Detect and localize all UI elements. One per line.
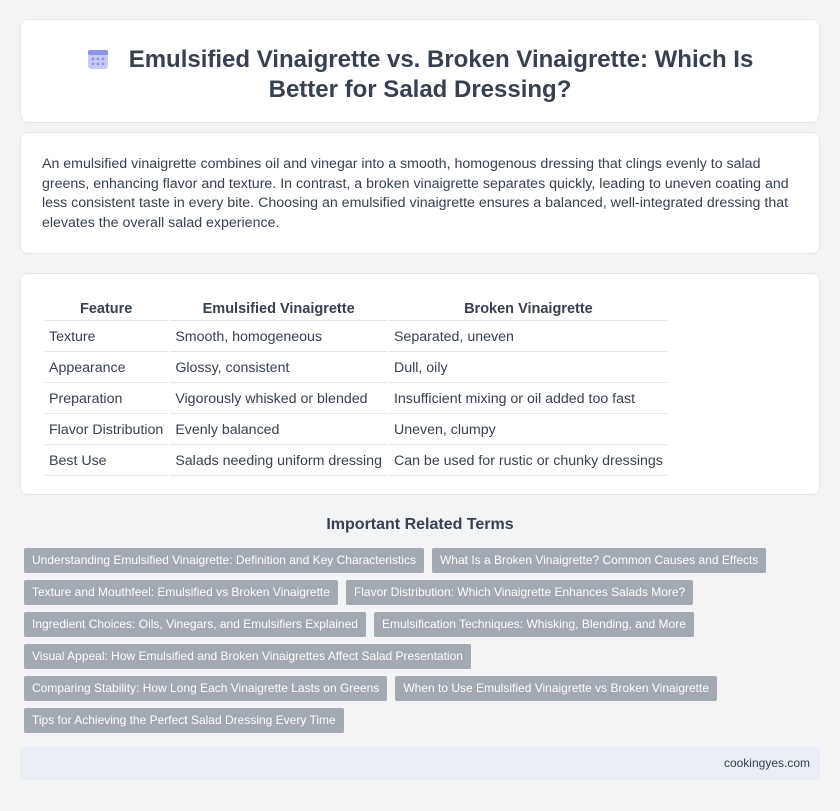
related-terms-title: Important Related Terms (326, 516, 514, 533)
related-term-link[interactable]: Comparing Stability: How Long Each Vinaigrette Lasts on Greens (24, 676, 387, 701)
related-term-link[interactable]: When to Use Emulsified Vinaigrette vs Broken Vinaigrette (395, 676, 717, 701)
cell-broken: Uneven, clumpy (389, 416, 668, 445)
cell-feature: Preparation (44, 385, 168, 414)
cell-emulsified: Glossy, consistent (170, 354, 387, 383)
cell-broken: Separated, uneven (389, 323, 668, 352)
cell-broken: Insufficient mixing or oil added too fast (389, 385, 668, 414)
cell-feature: Texture (44, 323, 168, 352)
related-term-link[interactable]: Understanding Emulsified Vinaigrette: Definition and Key Characteristics (24, 548, 424, 573)
intro-paragraph: An emulsified vinaigrette combines oil and vinegar into a smooth, homogenous dressing that clings evenly to salad greens, enhancing flavor and texture. In contrast, a broken vinaigrette separates quickly, leading to uneven coating and less consistent taste in every bite. Choosing an emulsified vinaigrette ensures a balanced, well-integrated dressing that elevates the overall salad experience. (42, 156, 789, 231)
tag-row (24, 612, 804, 644)
cell-feature: Appearance (44, 354, 168, 383)
table-header-row (44, 298, 668, 321)
cell-broken: Dull, oily (389, 354, 668, 383)
cell-feature: Best Use (44, 447, 168, 476)
header-broken: Broken Vinaigrette (389, 298, 668, 321)
cell-emulsified: Smooth, homogeneous (170, 323, 387, 352)
header-card (20, 19, 820, 123)
tag-row (24, 708, 804, 740)
footer-site-link[interactable]: cookingyes.com (723, 756, 810, 770)
related-term-link[interactable]: Tips for Achieving the Perfect Salad Dressing Every Time (24, 708, 344, 733)
header-feature: Feature (44, 298, 168, 321)
related-term-link[interactable]: Emulsification Techniques: Whisking, Blending, and More (374, 612, 694, 637)
table-row (44, 416, 668, 445)
cell-broken: Can be used for rustic or chunky dressings (389, 447, 668, 476)
related-terms-list (24, 548, 804, 740)
cell-emulsified: Salads needing uniform dressing (170, 447, 387, 476)
tag-row (24, 644, 804, 676)
calendar-grid-icon (87, 48, 109, 70)
comparison-card (20, 273, 820, 495)
comparison-table (42, 296, 670, 478)
tag-row (24, 580, 804, 612)
related-term-link[interactable]: What Is a Broken Vinaigrette? Common Causes and Effects (432, 548, 766, 573)
cell-emulsified: Vigorously whisked or blended (170, 385, 387, 414)
cell-emulsified: Evenly balanced (170, 416, 387, 445)
related-term-link[interactable]: Ingredient Choices: Oils, Vinegars, and Emulsifiers Explained (24, 612, 366, 637)
footer (20, 747, 820, 780)
cell-feature: Flavor Distribution (44, 416, 168, 445)
title-text: Emulsified Vinaigrette vs. Broken Vinaigrette: Which Is Better for Salad Dressing? (128, 46, 754, 103)
table-row (44, 354, 668, 383)
related-term-link[interactable]: Texture and Mouthfeel: Emulsified vs Broken Vinaigrette (24, 580, 338, 605)
intro-card (20, 132, 820, 254)
page-title (21, 45, 819, 105)
table-row (44, 447, 668, 476)
tag-row (24, 548, 804, 580)
table-row (44, 385, 668, 414)
header-emulsified: Emulsified Vinaigrette (170, 298, 387, 321)
table-row (44, 323, 668, 352)
tag-row (24, 676, 804, 708)
related-term-link[interactable]: Visual Appeal: How Emulsified and Broken Vinaigrettes Affect Salad Presentation (24, 644, 471, 669)
related-term-link[interactable]: Flavor Distribution: Which Vinaigrette Enhances Salads More? (346, 580, 693, 605)
